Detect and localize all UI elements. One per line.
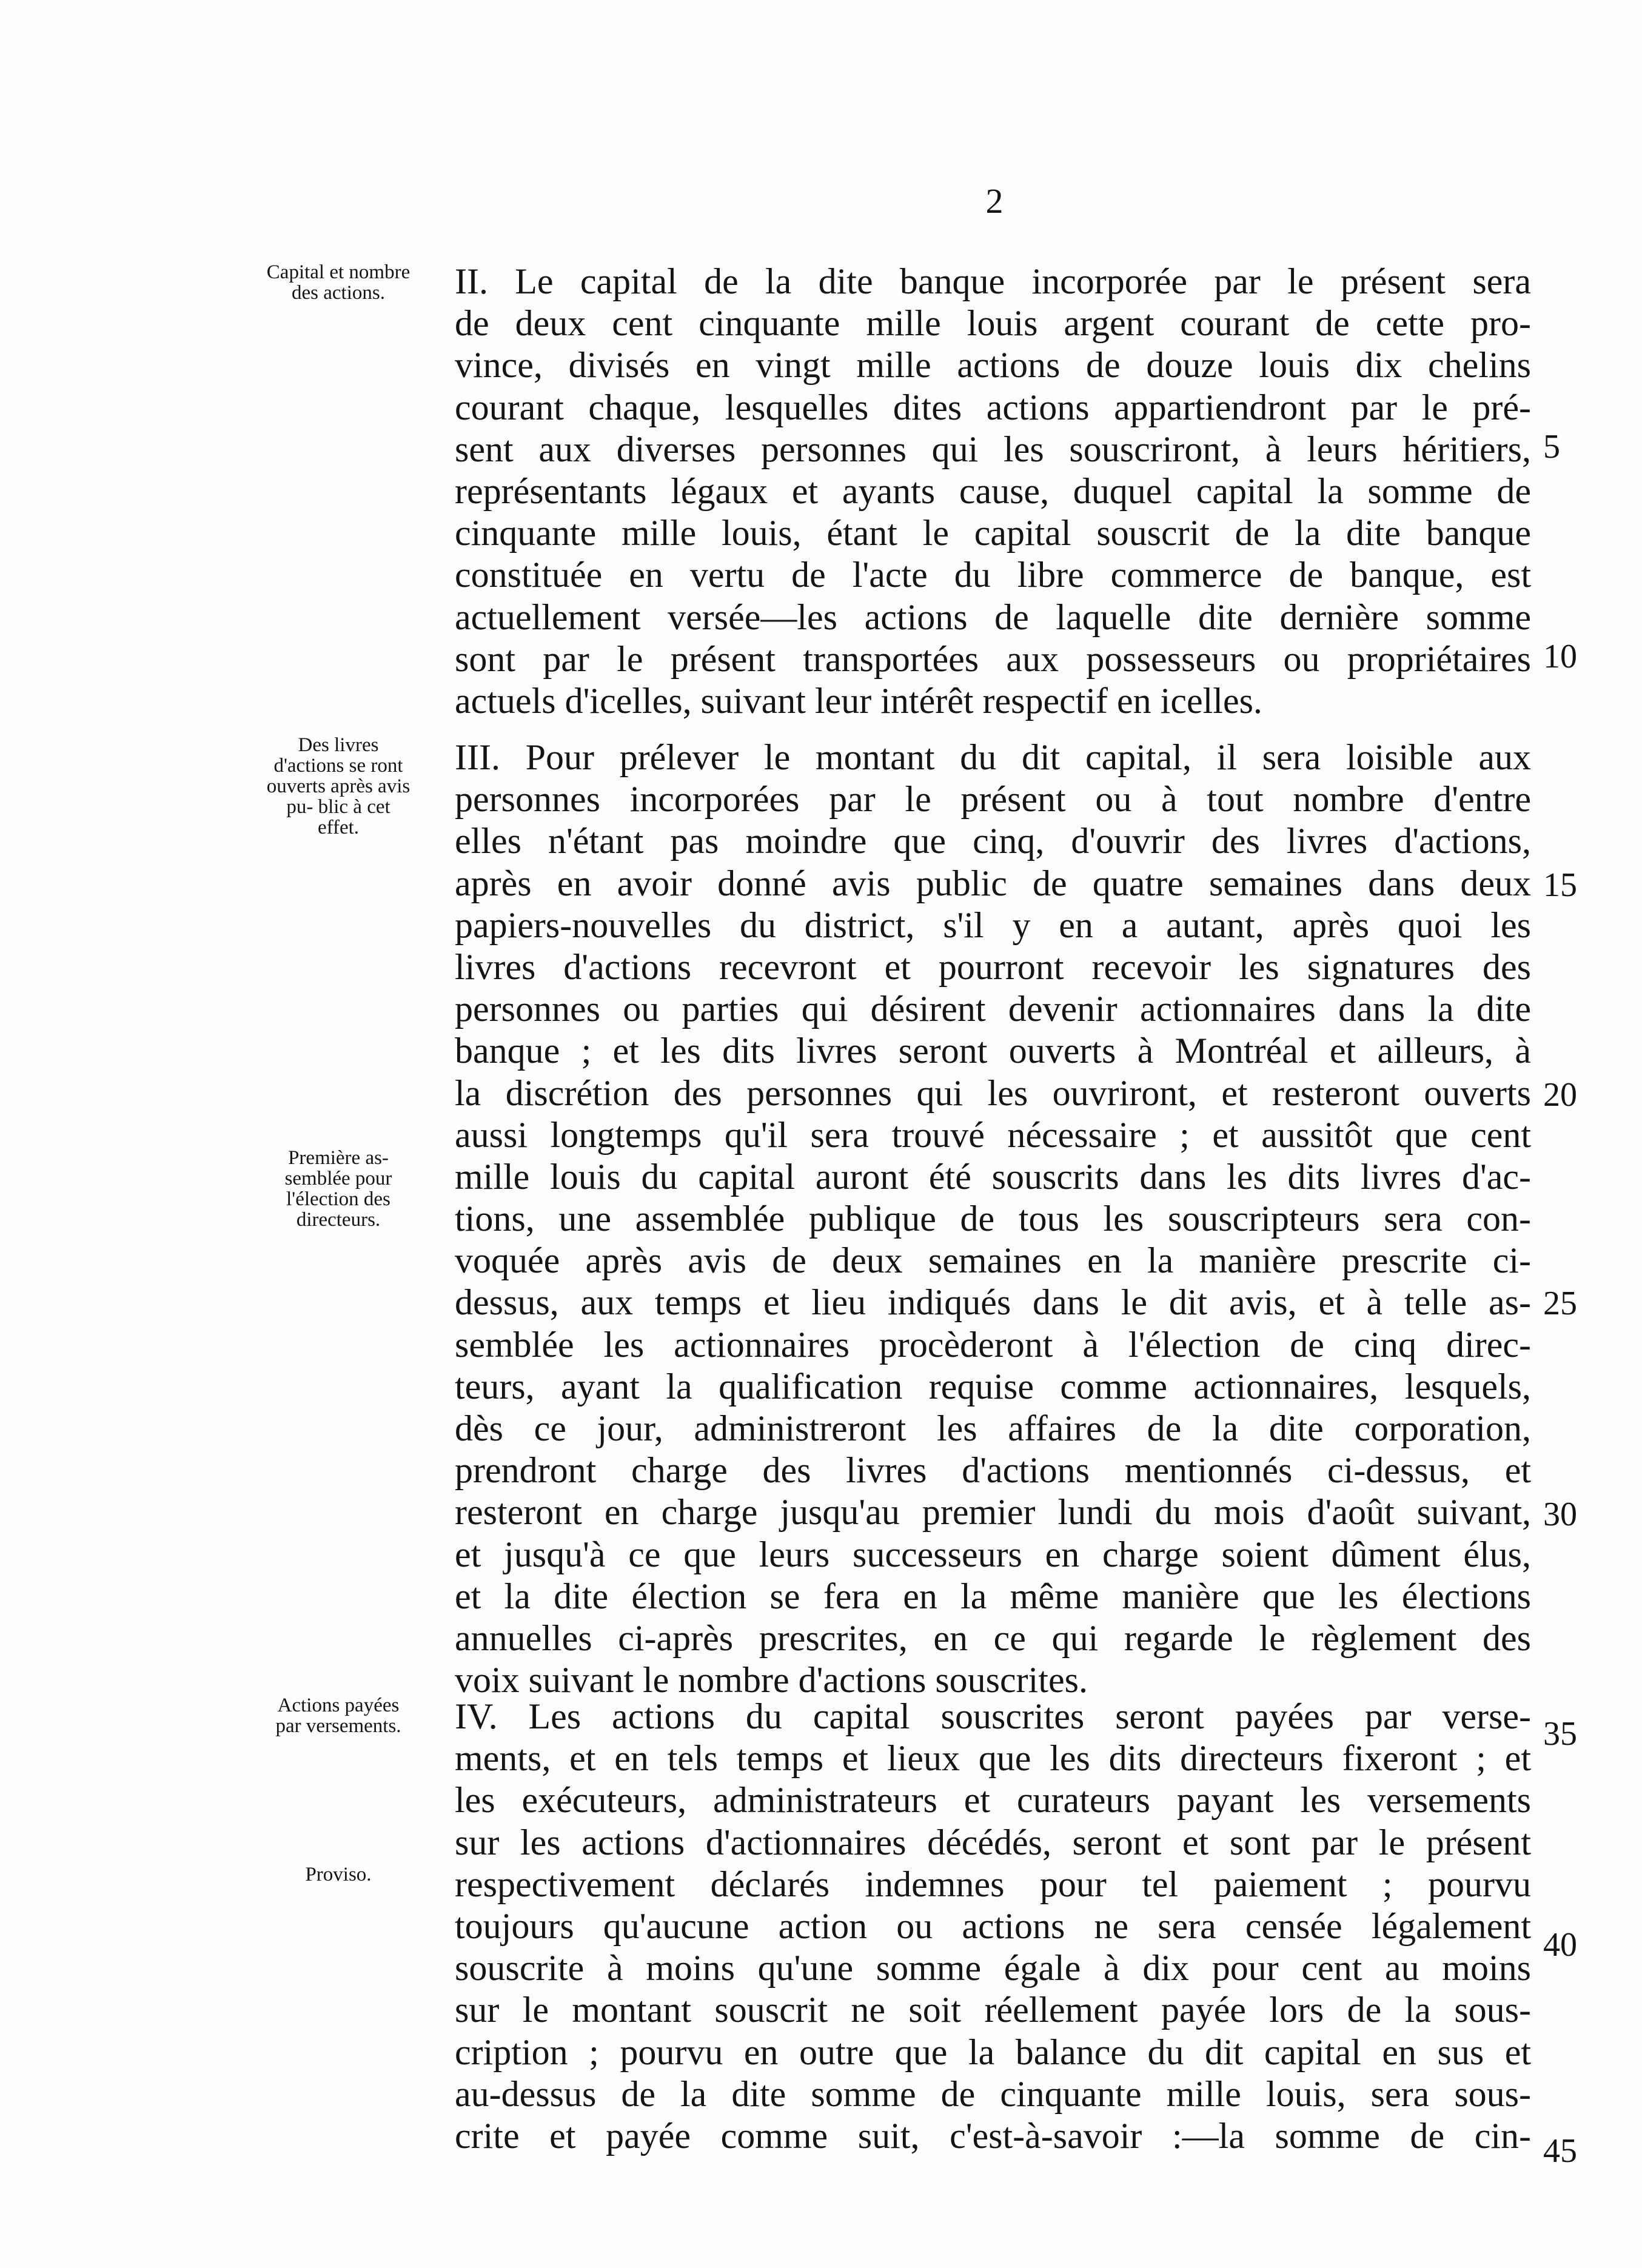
text-line: ments, et en tels temps et lieux que les dits directeurs fixeront ; et — [455, 1738, 1531, 1779]
text-line: banque ; et les dits livres seront ouverts à Montréal et ailleurs, à — [455, 1031, 1531, 1071]
text-line: semblée les actionnaires procèderont à l'élection de cinq direc- — [455, 1324, 1531, 1365]
text-line: prendront charge des livres d'actions mentionnés ci-dessus, et — [455, 1450, 1531, 1491]
text-line: elles n'étant pas moindre que cinq, d'ouvrir des livres d'actions, — [455, 821, 1531, 861]
margin-note-assemblee: Première as- semblée pour l'élection des directeurs. — [284, 1147, 392, 1231]
text-line: crite et payée comme suit, c'est-à-savoir :—la somme de cin- — [455, 2115, 1531, 2156]
text-line: sont par le présent transportées aux possesseurs ou propriétaires — [455, 638, 1531, 679]
text-line: de deux cent cinquante mille louis argent courant de cette pro- — [455, 303, 1531, 344]
text-line: sent aux diverses personnes qui les souscriront, à leurs héritiers, — [455, 429, 1531, 469]
text-line: cription ; pourvu en outre que la balance du dit capital en sus et — [455, 2032, 1531, 2072]
text-line: au-dessus de la dite somme de cinquante mille louis, sera sous- — [455, 2073, 1531, 2114]
line-number: 5 — [1543, 428, 1560, 466]
line-number: 10 — [1543, 638, 1577, 675]
margin-note-proviso: Proviso. — [305, 1864, 372, 1885]
text-line: représentants légaux et ayants cause, duquel capital la somme de — [455, 470, 1531, 511]
text-line: aussi longtemps qu'il sera trouvé nécessaire ; et aussitôt que cent — [455, 1114, 1531, 1155]
text-line: sur le montant souscrit ne soit réellement payée lors de la sous- — [455, 1990, 1531, 2030]
line-number: 40 — [1543, 1926, 1577, 1964]
text-line: voix suivant le nombre d'actions souscrites. — [455, 1660, 1088, 1701]
line-number: 30 — [1543, 1496, 1577, 1533]
section-ii — [455, 261, 1531, 722]
text-line: sur les actions d'actionnaires décédés, seront et sont par le présent — [455, 1822, 1531, 1862]
text-line: III. Pour prélever le montant du dit capital, il sera loisible aux — [455, 737, 1531, 777]
text-line: les exécuteurs, administrateurs et curateurs payant les versements — [455, 1780, 1531, 1821]
text-line: annuelles ci-après prescrites, en ce qui regarde le règlement des — [455, 1617, 1531, 1658]
margin-note-livres: Des livres d'actions se ront ouverts après avis pu- blic à cet effet. — [266, 734, 410, 838]
section-iv — [455, 1696, 1531, 2157]
text-line: après en avoir donné avis public de quatre semaines dans deux — [455, 863, 1531, 903]
text-line: et jusqu'à ce que leurs successeurs en charge soient dûment élus, — [455, 1534, 1531, 1574]
text-line: resteront en charge jusqu'au premier lundi du mois d'août suivant, — [455, 1492, 1531, 1533]
text-line: personnes incorporées par le présent ou à tout nombre d'entre — [455, 779, 1531, 820]
line-number: 45 — [1543, 2132, 1577, 2170]
margin-note-versements: Actions payées par versements. — [275, 1694, 401, 1737]
text-line: tions, une assemblée publique de tous les souscripteurs sera con- — [455, 1199, 1531, 1239]
text-line: actuellement versée—les actions de laquelle dite dernière somme — [455, 597, 1531, 637]
text-line: papiers-nouvelles du district, s'il y en a autant, après quoi les — [455, 905, 1531, 945]
line-number: 25 — [1543, 1285, 1577, 1322]
text-line: teurs, ayant la qualification requise comme actionnaires, lesquels, — [455, 1366, 1531, 1407]
text-line: personnes ou parties qui désirent devenir actionnaires dans la dite — [455, 989, 1531, 1029]
text-line: IV. Les actions du capital souscrites seront payées par verse- — [455, 1696, 1531, 1736]
text-line: respectivement déclarés indemnes pour tel paiement ; pourvu — [455, 1864, 1531, 1904]
text-line: livres d'actions recevront et pourront recevoir les signatures des — [455, 946, 1531, 987]
margin-note-capital: Capital et nombre des actions. — [266, 261, 410, 304]
text-line: voquée après avis de deux semaines en la manière prescrite ci- — [455, 1240, 1531, 1281]
text-line: dès ce jour, administreront les affaires de la dite corporation, — [455, 1408, 1531, 1448]
line-number: 35 — [1543, 1715, 1577, 1753]
text-line: la discrétion des personnes qui les ouvriront, et resteront ouverts — [455, 1072, 1531, 1113]
text-line: toujours qu'aucune action ou actions ne sera censée légalement — [455, 1905, 1531, 1946]
page-number: 2 — [985, 181, 1004, 221]
text-line: souscrite à moins qu'une somme égale à dix pour cent au moins — [455, 1948, 1531, 1989]
text-line: dessus, aux temps et lieu indiqués dans le dit avis, et à telle as- — [455, 1282, 1531, 1323]
text-line: actuels d'icelles, suivant leur intérêt respectif en icelles. — [455, 680, 1262, 721]
text-line: vince, divisés en vingt mille actions de douze louis dix chelins — [455, 345, 1531, 386]
text-line: cinquante mille louis, étant le capital souscrit de la dite banque — [455, 513, 1531, 554]
text-line: courant chaque, lesquelles dites actions appartiendront par le pré- — [455, 387, 1531, 427]
section-iii — [455, 737, 1531, 1701]
text-line: et la dite élection se fera en la même manière que les élections — [455, 1576, 1531, 1616]
line-number: 15 — [1543, 866, 1577, 904]
line-number: 20 — [1543, 1076, 1577, 1114]
text-line: mille louis du capital auront été souscrits dans les dits livres d'ac- — [455, 1156, 1531, 1197]
text-line: constituée en vertu de l'acte du libre commerce de banque, est — [455, 555, 1531, 595]
text-line: II. Le capital de la dite banque incorporée par le présent sera — [455, 261, 1531, 301]
